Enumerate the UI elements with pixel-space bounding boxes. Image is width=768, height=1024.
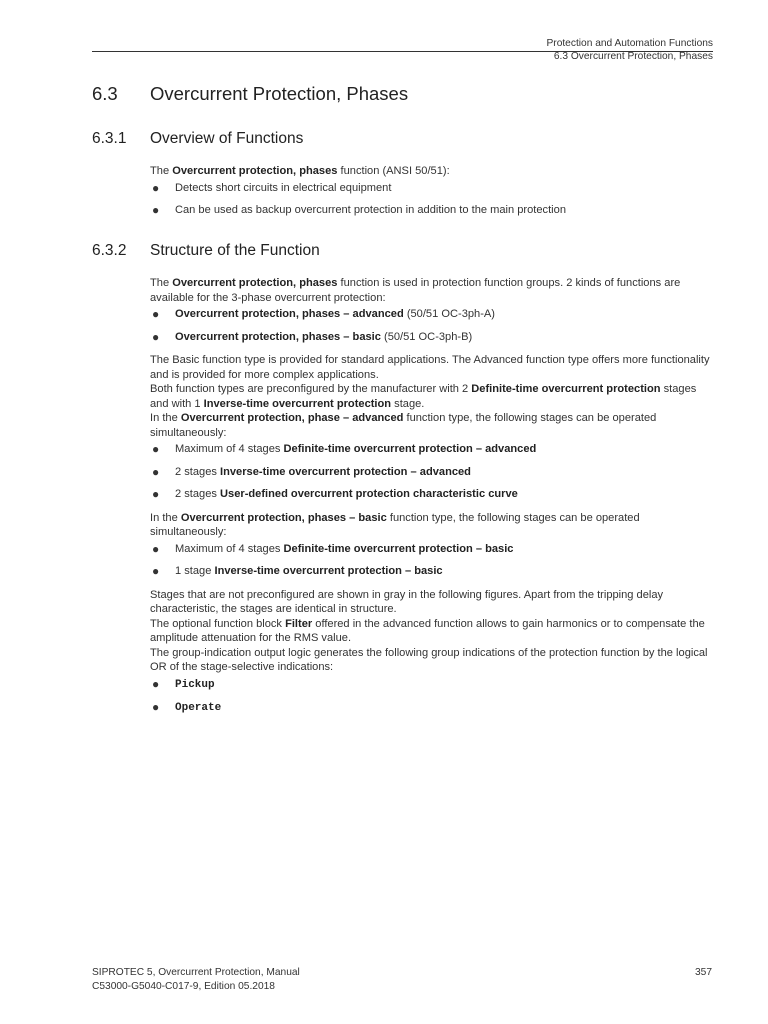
subsection-number: 6.3.1: [92, 130, 127, 147]
section-title: Overcurrent Protection, Phases: [150, 83, 409, 104]
indication-pickup: Pickup: [175, 678, 215, 691]
list-item: ● Overcurrent protection, phases – basic (50/51 OC-3ph-B): [152, 329, 473, 344]
subsection-number: 6.3.2: [92, 242, 127, 259]
overview-list: [150, 181, 715, 218]
paragraph: The Overcurrent protection, phases function is used in protection function groups. 2 kinds of functions are available for the 3-phase overcurrent protection:: [150, 277, 681, 304]
subsection-title: Overview of Functions: [150, 130, 304, 147]
bullet-icon: ●: [152, 307, 160, 321]
running-header-chapter: Protection and Automation Functions: [546, 38, 713, 49]
list-item: ● Maximum of 4 stages Definite-time overcurrent protection – basic: [152, 541, 514, 556]
advanced-stages-list: [150, 442, 715, 502]
list-item: ● 1 stage Inverse-time overcurrent protection – basic: [152, 564, 443, 578]
list-item: ● 2 stages User-defined overcurrent protection characteristic curve: [152, 487, 518, 501]
structure-block: [150, 276, 715, 716]
indication-operate: Operate: [175, 702, 222, 714]
paragraph: The group-indication output logic generates the following group indications of the protection function by the logical OR of the stage-selective indications:: [150, 646, 708, 673]
list-item: ● Maximum of 4 stages Definite-time overcurrent protection – advanced: [152, 442, 537, 456]
list-item: ● 2 stages Inverse-time overcurrent protection – advanced: [152, 464, 471, 479]
bullet-icon: ●: [152, 564, 160, 578]
bullet-icon: ●: [152, 487, 160, 501]
section-number: 6.3: [92, 83, 118, 104]
group-indications-list: [150, 677, 715, 716]
paragraph: The Basic function type is provided for standard applications. The Advanced function type offers more functionality and is provided for more complex applications.: [150, 354, 710, 381]
list-item: [150, 700, 715, 716]
page-number: 357: [695, 967, 712, 978]
footer-manual: [92, 966, 300, 994]
overview-intro: The Overcurrent protection, phases function (ANSI 50/51):: [150, 165, 450, 177]
list-item: ● Detects short circuits in electrical equipment: [152, 180, 392, 195]
bullet-icon: ●: [152, 676, 160, 691]
paragraph: In the Overcurrent protection, phases – basic function type, the following stages can be operated simultaneously:: [150, 511, 640, 538]
bullet-icon: ●: [152, 541, 160, 556]
paragraph: Both function types are preconfigured by the manufacturer with 2 Definite-time overcurrent protection stages and with 1 Inverse-time overcurrent protection stage.: [150, 383, 697, 410]
paragraph: The optional function block Filter offered in the advanced function allows to gain harmonics or to compensate the amplitude attenuation for the RMS value.: [150, 617, 705, 644]
list-item: [150, 677, 715, 693]
bullet-icon: ●: [152, 700, 160, 714]
running-header-section: 6.3 Overcurrent Protection, Phases: [553, 51, 713, 62]
basic-stages-list: [150, 542, 715, 579]
footer-edition: C53000-G5040-C017-9, Edition 05.2018: [92, 981, 275, 992]
bullet-icon: ●: [152, 329, 160, 344]
bullet-icon: ●: [152, 180, 160, 195]
bullet-icon: ●: [152, 203, 160, 217]
paragraph: In the Overcurrent protection, phase – advanced function type, the following stages can be operated simultaneously:: [150, 412, 657, 439]
subsection-title: Structure of the Function: [150, 242, 320, 259]
bullet-icon: ●: [152, 442, 160, 456]
list-item: ● Can be used as backup overcurrent protection in addition to the main protection: [152, 203, 566, 217]
footer-title: SIPROTEC 5, Overcurrent Protection, Manual: [92, 967, 300, 978]
paragraph: Stages that are not preconfigured are shown in gray in the following figures. Apart from the tripping delay characteristic, the stages are identical in structure.: [150, 588, 664, 615]
list-item: ● Overcurrent protection, phases – advanced (50/51 OC-3ph-A): [152, 307, 495, 321]
bullet-icon: ●: [152, 464, 160, 479]
overview-block: [150, 164, 715, 218]
function-kinds-list: [150, 307, 715, 344]
